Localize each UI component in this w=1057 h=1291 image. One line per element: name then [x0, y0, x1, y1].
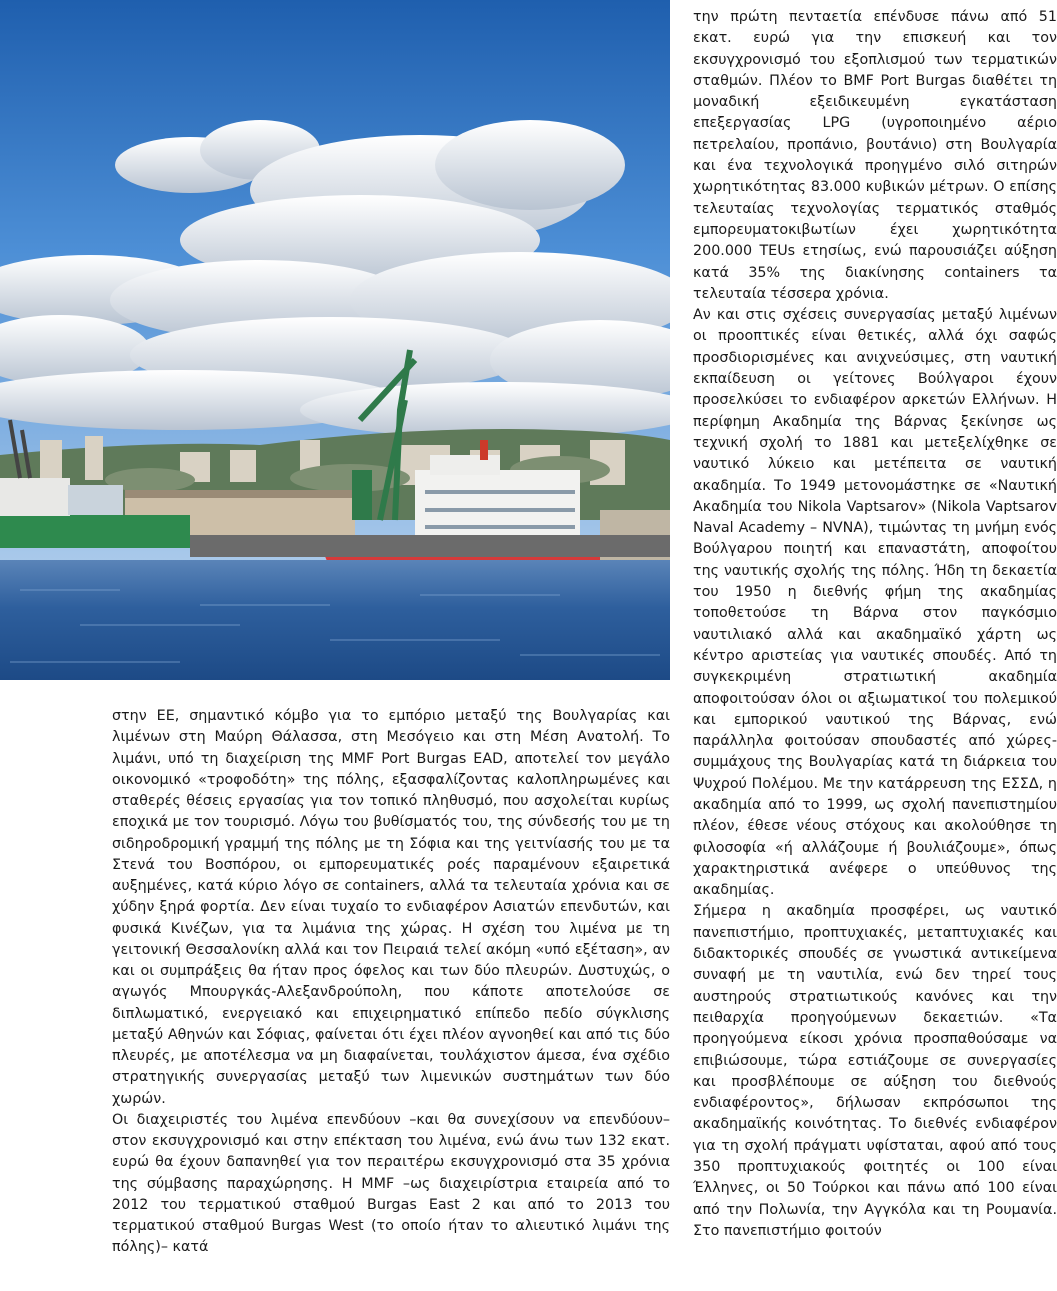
right-paragraph-3: Σήμερα η ακαδημία προσφέρει, ως ναυτικό πανεπιστήμιο, προπτυχιακές, μεταπτυχιακές και διδακτορικές σπουδές σε γνωστικά αντικείμενα συναφή με τη ναυτιλία, ενώ δεν τηρεί τους αυστηρούς στρατιωτικούς κανόνες και την πειθαρχία προηγούμενων δεκαετιών. «Τα προηγούμενα είκοσι χρόνια προσπαθούσαμε να επιβιώσουμε, τώρα εστιάζουμε σε συνεργασίες και προσβλέπουμε σε αύξηση του διεθνούς ενδιαφέροντος», δήλωσαν εκπρόσωποι της ακαδημαϊκής κοινότητας. Το διεθνές ενδιαφέρον για τη σχολή πράγματι υφίσταται, αφού από τους 350 προπτυχιακούς φοιτητές οι 100 είναι Έλληνες, οι 50 Τούρκοι και πάνω από 100 είναι από την Πολωνία, την Αγγκόλα και τη Ρουμανία. Στο πανεπιστήμιο φοιτούν — [693, 903, 1057, 1239]
right-paragraph-2: Αν και στις σχέσεις συνεργασίας μεταξύ λιμένων οι προοπτικές είναι θετικές, αλλά όχι σαφώς προσδιορισμένες και ανιχνεύσιμες, στη ναυτική εκπαίδευση οι γείτονες Βούλγαροι έχουν προσελκύσει το ενδιαφέρον αρκετών Ελλήνων. Η περίφημη Ακαδημία της Βάρνας ξεκίνησε ως τεχνική σχολή το 1881 και μετεξελίχθηκε σε ναυτικό λύκειο και μετέπειτα σε ναυτική ακαδημία. Το 1949 μετονομάστηκε σε «Ναυτική Ακαδημία του Nikola Vaptsarov» (Nikola Vaptsarov Naval Academy – NVNA), τιμώντας τη μνήμη ενός Βούλγαρου ποιητή και επαναστάτη, αποφοίτου της ναυτικής σχολής της πόλης. Ήδη τη δεκαετία του 1950 η διεθνής φήμη της ακαδημίας τοποθετούσε τη Βάρνα στον παγκόσμιο ναυτιλιακό αλλά και ακαδημαϊκό χάρτη ως κέντρο αριστείας για ναυτικές σπουδές. Από τη συγκεκριμένη στρατιωτική ακαδημία αποφοιτούσαν όλοι οι αξιωματικοί του πολεμικού και εμπορικού ναυτικού της Βάρνας, ενώ παράλληλα φοιτούσαν σπουδαστές από χώρες-συμμάχους της Βουλγαρίας κατά τη διάρκεια του Ψυχρού Πολέμου. Με την κατάρρευση της ΕΣΣΔ, η ακαδημία από το 1999, ως σχολή πανεπιστημίου πλέον, έθεσε νέους στόχους και ακολούθησε τη φιλοσοφία «ή αλλάζουμε ή βουλιάζουμε», όπως χαρακτηριστικά ανέφερε ο υπεύθυνος της ακαδημίας. — [693, 307, 1057, 899]
left-paragraph-1: στην ΕΕ, σημαντικό κόμβο για το εμπόριο μεταξύ της Βουλγαρίας και λιμένων στη Μαύρη Θάλασσα, στη Μεσόγειο και στη Μέση Ανατολή. Το λιμάνι, υπό τη διαχείριση της MMF Port Burgas EAD, αποτελεί τον μεγάλο οικονομικό «τροφοδότη» της πόλης, εξασφαλίζοντας καλοπληρωμένες και σταθερές θέσεις εργασίας για τον τοπικό πληθυσμό, που ασχολείται κυρίως εποχικά με τον τουρισμό. Λόγω του βυθίσματός του, της σύνδεσής του με τη σιδηροδρομική γραμμή της πόλης με τη Σόφια και της γειτνίασής του με τα Στενά του Βοσπόρου, οι εμπορευματικές ροές παραμένουν εξαιρετικά αυξημένες, κατά κύριο λόγο σε containers, αλλά τα τελευταία χρόνια και σε χύδην ξηρά φορτία. Δεν είναι τυχαίο το ενδιαφέρον Ασιατών επενδυτών, και φυσικά Κινέζων, για τα λιμάνια της χώρας. Η σχέση του λιμένα με τη γειτονική Θεσσαλονίκη αλλά και τον Πειραιά τελεί ακόμη «υπό εξέταση», αν και οι συμπράξεις θα ήταν προς όφελος και των δύο πλευρών. Δυστυχώς, ο αγωγός Μπουργκάς-Αλεξανδρούπολη, που κάποτε αποτελούσε σε διπλωματικό, ενεργειακό και επιχειρηματικό επίπεδο πεδίο σύγκλισης μεταξύ Αθηνών και Σόφιας, φαίνεται ότι έχει πλέον αγνοηθεί και από τις δύο πλευρές, με αποτέλεσμα να μη διαφαίνεται, τουλάχιστον άμεσα, ένα σχέδιο στρατηγικής συνεργασίας μεταξύ των λιμενικών συστημάτων των δύο χωρών. — [112, 708, 670, 1107]
right-text-column — [693, 7, 1057, 1242]
left-paragraph-2: Οι διαχειριστές του λιμένα επενδύουν –και θα συνεχίσουν να επενδύουν– στον εκσυγχρονισμό και στην επέκταση του λιμένα, ενώ άνω των 132 εκατ. ευρώ θα έχουν δαπανηθεί για τον περαιτέρω εκσυγχρονισμό στα 35 χρόνια της σύμβασης παραχώρησης. Η MMF –ως διαχειρίστρια εταιρεία από το 2012 του τερματικού σταθμού Burgas East 2 και από το 2013 του τερματικού σταθμού Burgas West (το οποίο ήταν το αλιευτικό λιμάνι της πόλης)– κατά — [112, 1111, 670, 1256]
harbor-photo-icon — [0, 0, 670, 680]
right-paragraph-1: την πρώτη πενταετία επένδυσε πάνω από 51 εκατ. ευρώ για την επισκευή και τον εκσυγχρονισμό του εξοπλισμού των τερματικών σταθμών. Πλέον το BMF Port Burgas διαθέτει τη μοναδική εξειδικευμένη εγκατάσταση επεξεργασίας LPG (υγροποιημένο αέριο πετρελαίου, προπάνιο, βουτάνιο) στη Βουλγαρία και ένα τεχνολογικά προηγμένο σιλό σιτηρών χωρητικότητας 83.000 κυβικών μέτρων. Ο επίσης τελευταίας τεχνολογίας τερματικός σταθμός εμπορευματοκιβωτίων έχει χωρητικότητα 200.000 TEUs ετησίως, ενώ παρουσιάζει αύξηση κατά 35% της διακίνησης containers τα τελευταία τέσσερα χρόνια. — [693, 9, 1057, 302]
harbor-photo — [0, 0, 670, 680]
left-text-column — [112, 706, 670, 1259]
